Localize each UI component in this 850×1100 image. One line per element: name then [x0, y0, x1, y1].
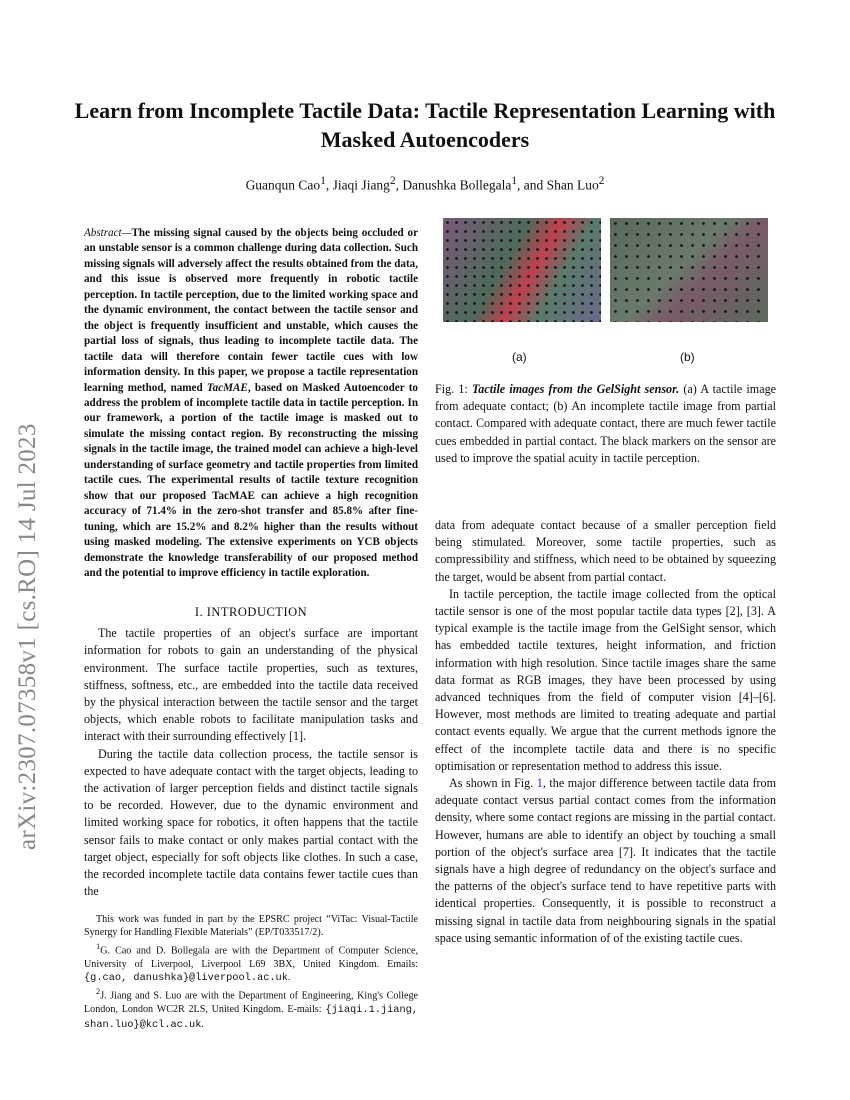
affiliation-mark: 1 — [511, 175, 518, 187]
author: Shan Luo — [546, 177, 599, 193]
abstract: Abstract—The missing signal caused by the objects being occluded or an unstable sensor is a common challenge during data collection. Such missing signals will adversely affect the results obtained from the data, and this issue is observed more frequently in robotic tactile perception. In tactile perception, due to the limited working space and the dynamic environment, the contact between the tactile sensor and the object is frequently insufficient and unstable, which causes the partial loss of signals, thus leading to incomplete tactile data. The tactile data will therefore contain fewer tactile cues with low information density. In this paper, we propose a tactile representation learning method, named TacMAE, based on Masked Autoencoder to address the problem of incomplete tactile data in tactile perception. In our framework, a portion of the tactile image is masked out to simulate the missing contact region. By reconstructing the missing signals in the tactile image, the trained model can achieve a high-level understanding of surface geometry and tactile properties from limited tactile cues. The experimental results of tactile texture recognition show that our proposed TacMAE can achieve a high recognition accuracy of 71.4% in the zero-shot transfer and 85.8% after fine-tuning, which are 15.2% and 8.2% higher than the results without using masked modeling. The extensive experiments on YCB objects demonstrate the knowledge transferability of our proposed method and the potential to improve efficiency in tactile exploration. — [84, 227, 418, 579]
right-column — [435, 517, 776, 947]
paragraph: During the tactile data collection process, the tactile sensor is expected to have adequate contact with the target objects, leading to the activation of larger perception fields and distinct tactile signals to be recorded. However, due to the dynamic environment and limited working space for robotics, it often happens that the tactile sensor fails to make contact or only makes partial contact with the target object, especially for soft objects like clothes. In such a case, the recorded incomplete tactile data contains fewer tactile cues than the — [84, 746, 418, 899]
paragraph: As shown in Fig. 1, the major difference between tactile data from adequate contact versus partial contact comes from the information density, where some contact regions are missing in the partial contact. However, humans are able to identify an object by touching a small portion of the object's surface area [7]. It indicates that the tactile signals have a high degree of redundancy on the object's surface and the patterns of the object's surface tend to have repetitive parts with identical properties. Consequently, it is possible to reconstruct a missing signal in tactile data from neighbouring signals in the spatial space using semantic information of of the existing tactile cues. — [435, 776, 776, 945]
abstract-label: Abstract — [84, 227, 122, 239]
funding-note: This work was funded in part by the EPSRC project “ViTac: Visual-Tactile Synergy for Handling Flexible Materials” (EP/T033517/2). — [84, 914, 418, 939]
subfigure-label-b: (b) — [680, 350, 695, 364]
method-name: TacMAE — [206, 381, 248, 394]
footnotes — [84, 913, 418, 1032]
footnote-2: $^2$J. Jiang and S. Luo are with the Department of Engineering, King's College London, London WC2R 2LS, United Kingdom. E-mails: {jiaqi.1.jiang, shan.luo}@kcl.ac.uk. — [84, 987, 418, 1031]
paragraph: In tactile perception, the tactile image collected from the optical tactile sensor is one of the most popular tactile data types [2], [3]. A typical example is the tactile image from the GelSight sensor, which has embedded tactile textures, height information, and friction information with high resolution. Since tactile images share the same data format as RGB images, they have been processed by using advanced techniques from the field of computer vision [4]–[6]. However, most methods are limited to treating adequate and partial contact events equally. We argue that the current methods ignore the effect of the incomplete tactile data and there is no specific optimisation or representation method to address this issue. — [435, 586, 776, 773]
paper-title: Learn from Incomplete Tactile Data: Tactile Representation Learning with Masked Autoencoders — [74, 98, 776, 152]
footnote-1: $^1$G. Cao and D. Bollegala are with the Department of Computer Science, University of Liverpool, Liverpool L69 3BX, United Kingdom. Emails: {g.cao, danushka}@liverpool.ac.uk. — [84, 941, 418, 984]
tactile-image-adequate — [443, 218, 601, 322]
author-list: Guanqun Cao$^1$, Jiaqi Jiang$^2$, Danushka Bollegala$^1$, and Shan Luo$^2$ — [245, 175, 605, 193]
subfigure-label-a: (a) — [512, 350, 527, 364]
affiliation-mark: 1 — [320, 175, 326, 187]
email: {jiaqi.1.jiang, shan.luo}@kcl.ac.uk — [84, 1004, 418, 1031]
section-heading: I. INTRODUCTION — [194, 605, 308, 619]
author: Guanqun Cao — [245, 177, 321, 193]
tactile-image-partial — [610, 218, 768, 322]
abstract-text: , based on Masked Autoencoder to address the problem of incomplete tactile data in tactile perception. In our framework, a portion of the tactile image is masked out to simulate the missing contact region. By reconstructing the missing signals in the tactile image, the trained model can achieve a high-level understanding of surface geometry and tactile properties from limited tactile cues. The experimental results of tactile texture recognition show that our proposed TacMAE can achieve a high recognition accuracy of 71.4% in the zero-shot transfer and 85.8% after fine-tuning, which are 15.2% and 8.2% higher than the results without using masked modeling. The extensive experiments on YCB objects demonstrate the knowledge transferability of our proposed method and the potential to improve efficiency in tactile exploration. — [84, 381, 418, 579]
figure-reference-link[interactable]: 1 — [536, 776, 543, 791]
author: Jiaqi Jiang — [332, 177, 390, 193]
affiliation-mark: 2 — [389, 175, 396, 187]
paragraph: data from adequate contact because of a smaller perception field being stimulated. Moreover, some tactile properties, such as compressibility and stiffness, which need to be obtained by squeezing the target, would be absent from partial contact. — [435, 518, 776, 584]
abstract-text: The missing signal caused by the objects being occluded or an unstable sensor is a common challenge during data collection. Such missing signals will adversely affect the results obtained from the data, and this issue is observed more frequently in robotic tactile perception. In tactile perception, due to the limited working space and the dynamic environment, the contact between the tactile sensor and the object is frequently insufficient and unstable, which causes the partial loss of signals, thus leading to incomplete tactile data. The tactile data will therefore contain fewer tactile cues with low information density. In this paper, we propose a tactile representation learning method, named — [84, 227, 418, 394]
paragraph: The tactile properties of an object's surface are important information for robots to gain an understanding of the physical environment. The surface tactile properties, such as textures, stiffness, softness, etc., are embedded into the tactile data received by the physical interaction between the tactile sensor and the target objects, which enable robots to facilitate manipulation tasks and interact with their surrounding effectively [1]. — [84, 626, 418, 744]
caption-title: Tactile images from the GelSight sensor. — [472, 382, 680, 396]
email: {g.cao, danushka}@liverpool.ac.uk — [84, 971, 288, 984]
author: Danushka Bollegala — [402, 177, 512, 193]
arxiv-stamp: arXiv:2307.07358v1 [cs.RO] 14 Jul 2023 — [14, 423, 41, 850]
figure-caption: Fig. 1: Tactile images from the GelSight sensor. (a) A tactile image from adequate contact; (b) An incomplete tactile image from partial contact. Compared with adequate contact, there are much fewer tactile cues embedded in partial contact. The black markers on the sensor are used to improve the spatial acuity in tactile perception. — [435, 382, 776, 465]
left-column — [84, 596, 418, 900]
affiliation-mark: 2 — [598, 175, 605, 187]
